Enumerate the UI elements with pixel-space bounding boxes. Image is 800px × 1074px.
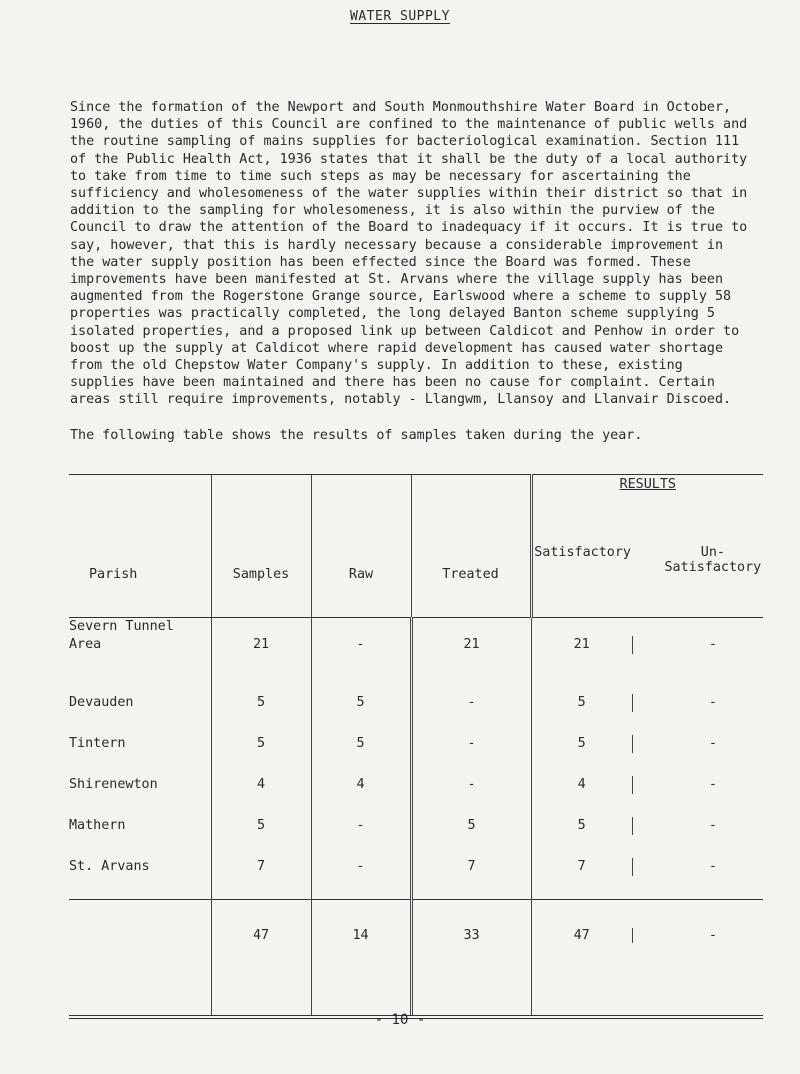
samples-cell: 4 xyxy=(211,776,311,817)
total-samples: 47 xyxy=(211,900,311,1018)
raw-cell: 4 xyxy=(311,776,411,817)
parish-cell: Severn Tunnel Area xyxy=(69,619,174,652)
totals-row xyxy=(69,900,763,1018)
table-row xyxy=(69,858,763,900)
total-results xyxy=(531,900,763,1018)
raw-cell: 5 xyxy=(311,735,411,776)
page-number: - 10 - xyxy=(374,1012,426,1028)
raw-cell: - xyxy=(311,858,411,900)
table-row xyxy=(69,618,763,695)
unsatisfactory-cell: - xyxy=(632,858,763,876)
total-raw: 14 xyxy=(311,900,411,1018)
results-cell xyxy=(531,618,763,695)
results-heading: RESULTS xyxy=(619,477,676,492)
unsatisfactory-cell: - xyxy=(632,817,763,835)
header-raw: Raw xyxy=(311,475,411,618)
treated-cell: - xyxy=(411,776,531,817)
total-treated: 33 xyxy=(411,900,531,1018)
satisfactory-cell: 4 xyxy=(577,777,586,792)
samples-cell: 5 xyxy=(211,735,311,776)
parish-cell: St. Arvans xyxy=(69,859,150,874)
header-samples: Samples xyxy=(211,475,311,618)
treated-cell: 21 xyxy=(411,618,531,695)
results-cell xyxy=(531,817,763,858)
table-row xyxy=(69,735,763,776)
treated-cell: - xyxy=(411,694,531,735)
satisfactory-cell: 5 xyxy=(577,736,586,751)
water-sample-results-table xyxy=(69,474,763,1019)
raw-cell: 5 xyxy=(311,694,411,735)
table-row xyxy=(69,817,763,858)
unsatisfactory-cell: - xyxy=(632,735,763,753)
total-satisfactory: 47 xyxy=(573,928,590,943)
unsatisfactory-cell: - xyxy=(632,776,763,794)
unsatisfactory-cell: - xyxy=(632,636,763,654)
raw-cell: - xyxy=(311,618,411,695)
header-parish: Parish xyxy=(69,475,211,618)
header-unsatisfactory: Un-Satisfactory xyxy=(664,545,762,575)
treated-cell: - xyxy=(411,735,531,776)
raw-cell: - xyxy=(311,817,411,858)
header-results xyxy=(531,475,763,618)
samples-cell: 7 xyxy=(211,858,311,900)
table-row xyxy=(69,776,763,817)
samples-cell: 5 xyxy=(211,817,311,858)
totals-label xyxy=(69,900,211,1018)
parish-cell: Devauden xyxy=(69,695,134,710)
table-intro-paragraph: The following table shows the results of samples taken during the year. xyxy=(70,428,643,443)
total-unsatisfactory: - xyxy=(632,928,763,943)
results-cell xyxy=(531,858,763,900)
header-treated: Treated xyxy=(411,475,531,618)
parish-cell: Shirenewton xyxy=(69,777,158,792)
treated-cell: 5 xyxy=(411,817,531,858)
satisfactory-cell: 21 xyxy=(573,637,590,652)
table-row xyxy=(69,694,763,735)
results-cell xyxy=(531,735,763,776)
results-cell xyxy=(531,694,763,735)
satisfactory-cell: 5 xyxy=(577,695,586,710)
results-cell xyxy=(531,776,763,817)
samples-cell: 5 xyxy=(211,694,311,735)
satisfactory-cell: 5 xyxy=(577,818,586,833)
treated-cell: 7 xyxy=(411,858,531,900)
samples-cell: 21 xyxy=(211,618,311,695)
unsatisfactory-cell: - xyxy=(632,694,763,712)
header-satisfactory: Satisfactory xyxy=(534,545,631,560)
intro-paragraph: Since the formation of the Newport and South Monmouthshire Water Board in October, 1960, the duties of this Council are confined to the maintenance of public wells and the routine sampling of mains supplies for bacteriological examination. Section 111 of the Public Health Act, 1936 states that it shall be the duty of a local authority to take from time to time such steps as may be necessary for ascertaining the sufficiency and wholesomeness of the water supplies within their district so that in addition to the sampling for wholesomeness, it is also within the purview of the Council to draw the attention of the Board to inadequacy if it occurs. It is true to say, however, that this is hardly necessary because a considerable improvement in the water supply position has been effected since the Board was formed. These improvements have been manifested at St. Arvans where the village supply has been augmented from the Rogerstone Grange source, Earlswood where a scheme to supply 58 properties was practically completed, the long delayed Banton scheme supplying 5 isolated properties, and a proposed link up between Caldicot and Penhow in order to boost up the supply at Caldicot where rapid development has caused water shortage from the old Chepstow Water Company's supply. In addition to these, existing supplies have been maintained and there has been no cause for complaint. Certain areas still require improvements, notably - Llangwm, Llansoy and Llanvair Discoed. xyxy=(70,100,748,408)
parish-cell: Mathern xyxy=(69,818,126,833)
page-title: WATER SUPPLY xyxy=(350,9,450,24)
satisfactory-cell: 7 xyxy=(577,859,586,874)
parish-cell: Tintern xyxy=(69,736,126,751)
